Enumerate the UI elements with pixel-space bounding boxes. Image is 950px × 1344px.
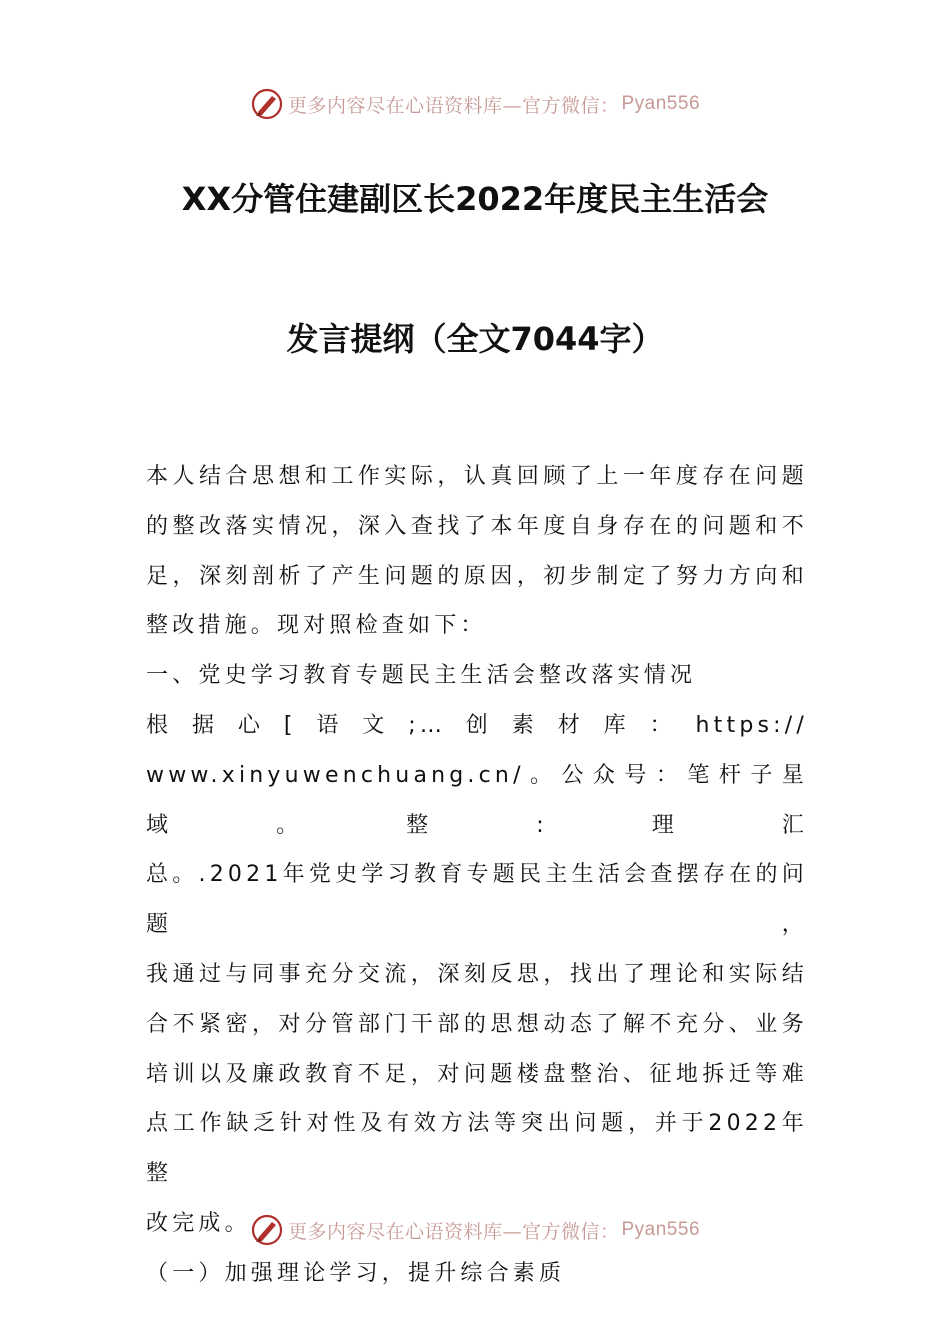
section1-line: 总。.2021年党史学习教育专题民主生活会查摆存在的问题， [146,862,808,938]
watermark-id: Pyan556 [621,1219,701,1240]
pen-logo-icon [250,87,284,121]
section1-line: 培训以及廉政教育不足，对问题楼盘整治、征地拆迁等难 [146,1061,808,1087]
pen-logo-icon [250,1213,284,1247]
section1-heading: 一、党史学习教育专题民主生活会整改落实情况 [146,663,697,689]
watermark-id: Pyan556 [621,93,701,114]
watermark-text: 更多内容尽在心语资料库—官方微信： [287,94,620,117]
watermark-banner-bottom [0,1210,950,1250]
subsection1-heading: （一）加强理论学习，提升综合素质 [146,1260,566,1286]
doc-title-line2: 发言提纲（全文7044字） [286,320,664,358]
intro-line: 的整改落实情况，深入查找了本年度自身存在的问题和不 [146,513,808,539]
section1-line: www.xinyuwenchuang.cn/。公众号：笔杆子星域。整:理汇 [146,762,808,838]
doc-body [146,452,808,1299]
section1-line: 我通过与同事充分交流，深刻反思，找出了理论和实际结 [146,961,808,987]
intro-line: 整改措施。现对照检查如下： [146,613,487,639]
doc-title-line1: XX分管住建副区长2022年度民主生活会 [181,180,769,218]
section1-line: 改完成。 [146,1210,251,1236]
watermark-banner-top [0,84,950,124]
intro-line: 本人结合思想和工作实际，认真回顾了上一年度存在问题 [146,464,808,489]
section1-line: 点工作缺乏针对性及有效方法等突出问题，并于2022年整 [146,1111,808,1187]
watermark-text: 更多内容尽在心语资料库—官方微信： [287,1220,620,1243]
intro-line: 足，深刻剖析了产生问题的原因，初步制定了努力方向和 [146,563,808,589]
section1-line: 合不紧密，对分管部门干部的思想动态了解不充分、业务 [146,1011,808,1037]
section1-line: 根据心[语文;…创素材库：https:// [146,712,808,738]
